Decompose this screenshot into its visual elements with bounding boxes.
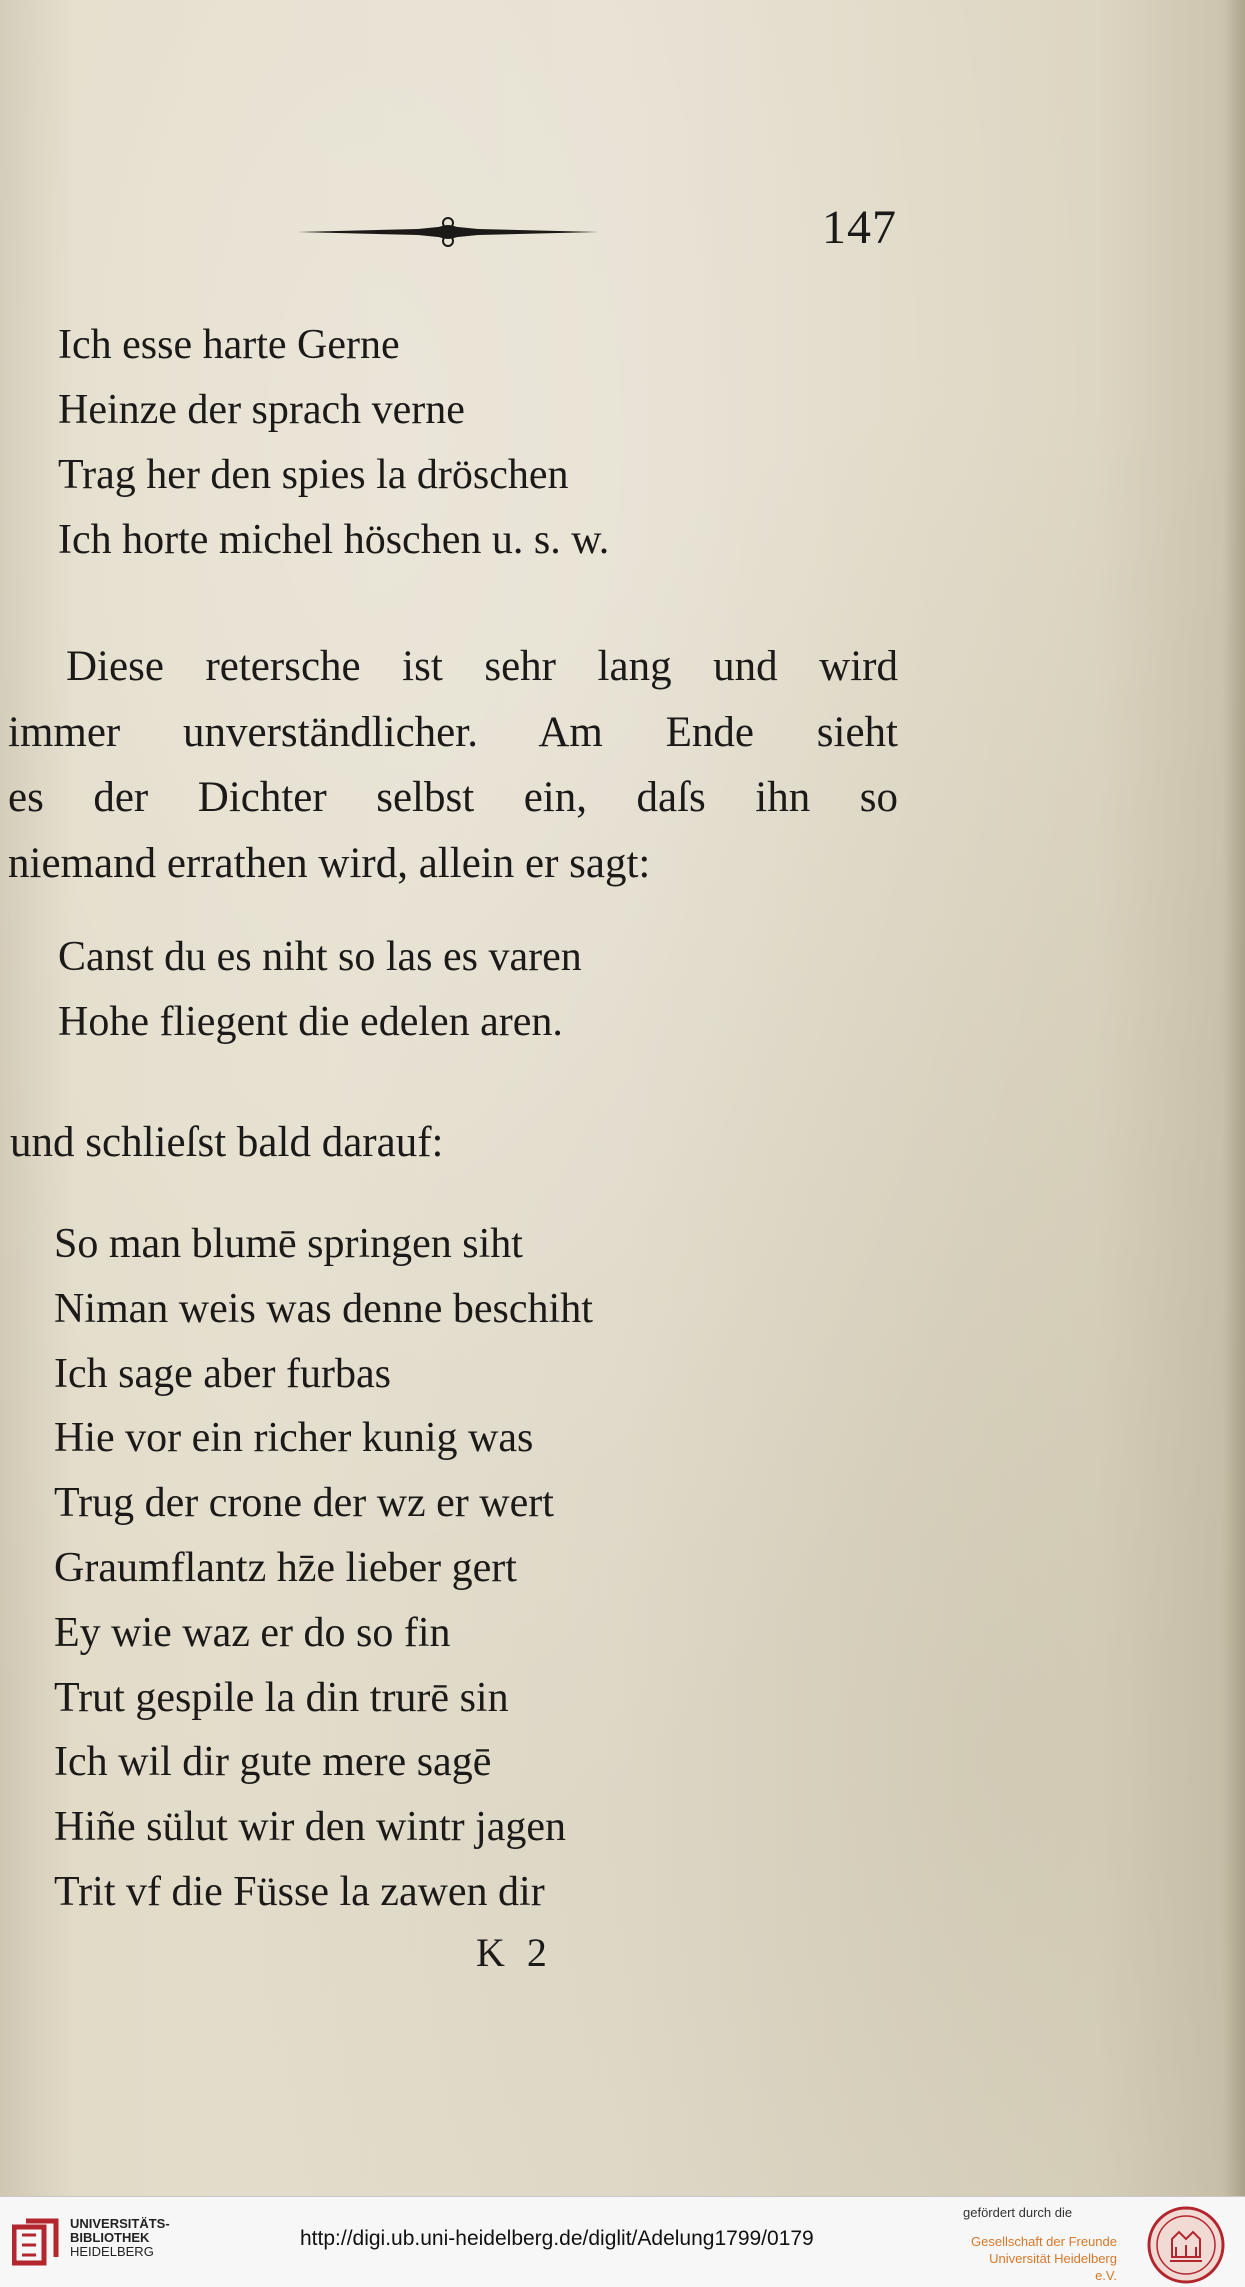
university-library-name <box>70 2217 170 2259</box>
prose-line: immer unverständlicher. Am Ende sieht <box>8 708 898 756</box>
verse-block-2 <box>58 925 582 1055</box>
footer-bar <box>0 2196 1245 2287</box>
prose-paragraph <box>8 634 898 896</box>
verse-line: Ich sage aber furbas <box>54 1350 391 1397</box>
university-library-logo-icon <box>12 2217 60 2267</box>
verse-line: Hohe fliegent die edelen aren. <box>58 999 563 1045</box>
verse-line: Hie vor ein richer kunig was <box>54 1415 534 1462</box>
verse-line: Graumflantz hz̄e lieber gert <box>54 1544 517 1591</box>
university-seal-icon <box>1146 2205 1226 2285</box>
verse-line: Heinze der sprach verne <box>58 387 465 433</box>
verse-block-3 <box>54 1212 593 1925</box>
verse-line: Trag her den spies la dröschen <box>58 452 569 498</box>
sponsor-name-line: Gesellschaft der Freunde <box>971 2234 1117 2249</box>
page-number: 147 <box>822 201 897 254</box>
verse-line: Ich wil dir gute mere sagē <box>54 1739 492 1786</box>
verse-line: Trug der crone der wz er wert <box>54 1480 554 1527</box>
page-edge-shadow <box>1223 0 1245 2196</box>
library-name-line: UNIVERSITÄTS- <box>70 2216 170 2231</box>
library-name-line: BIBLIOTHEK <box>70 2230 150 2245</box>
verse-line: Ich esse harte Gerne <box>58 322 400 368</box>
signature-mark: K 2 <box>476 1930 553 1975</box>
verse-line: Hiñe sülut wir den wintr jagen <box>54 1804 567 1851</box>
prose-line: niemand errathen wird, allein er sagt: <box>8 839 651 887</box>
sponsor-name <box>965 2233 1117 2284</box>
verse-line: Niman weis was denne beschiht <box>54 1285 593 1332</box>
verse-line: Ich horte michel höschen u. s. w. <box>58 517 610 563</box>
sponsor-name-line: Universität Heidelberg e.V. <box>989 2251 1117 2283</box>
verse-line: Canst du es niht so las es varen <box>58 934 582 980</box>
sponsor-label: gefördert durch die <box>963 2205 1073 2220</box>
verse-line: Trut gespile la din trurē sin <box>54 1674 509 1721</box>
library-name-line: HEIDELBERG <box>70 2244 154 2259</box>
transition-line: und schlieſst bald darauf: <box>10 1119 444 1166</box>
verse-line: Trit vf die Füsse la zawen dir <box>54 1868 545 1915</box>
verse-block-1 <box>58 313 609 573</box>
verse-line: Ey wie waz er do so fin <box>54 1609 451 1656</box>
permalink-url[interactable]: http://digi.ub.uni-heidelberg.de/diglit/Adelung1799/0179 <box>300 2227 814 2250</box>
prose-line: Diese retersche ist sehr lang und wird <box>66 643 898 690</box>
prose-line: es der Dichter selbst ein, daſs ihn so <box>8 774 898 821</box>
verse-line: So man blumē springen siht <box>54 1221 523 1267</box>
ornament-divider-icon <box>298 214 598 250</box>
